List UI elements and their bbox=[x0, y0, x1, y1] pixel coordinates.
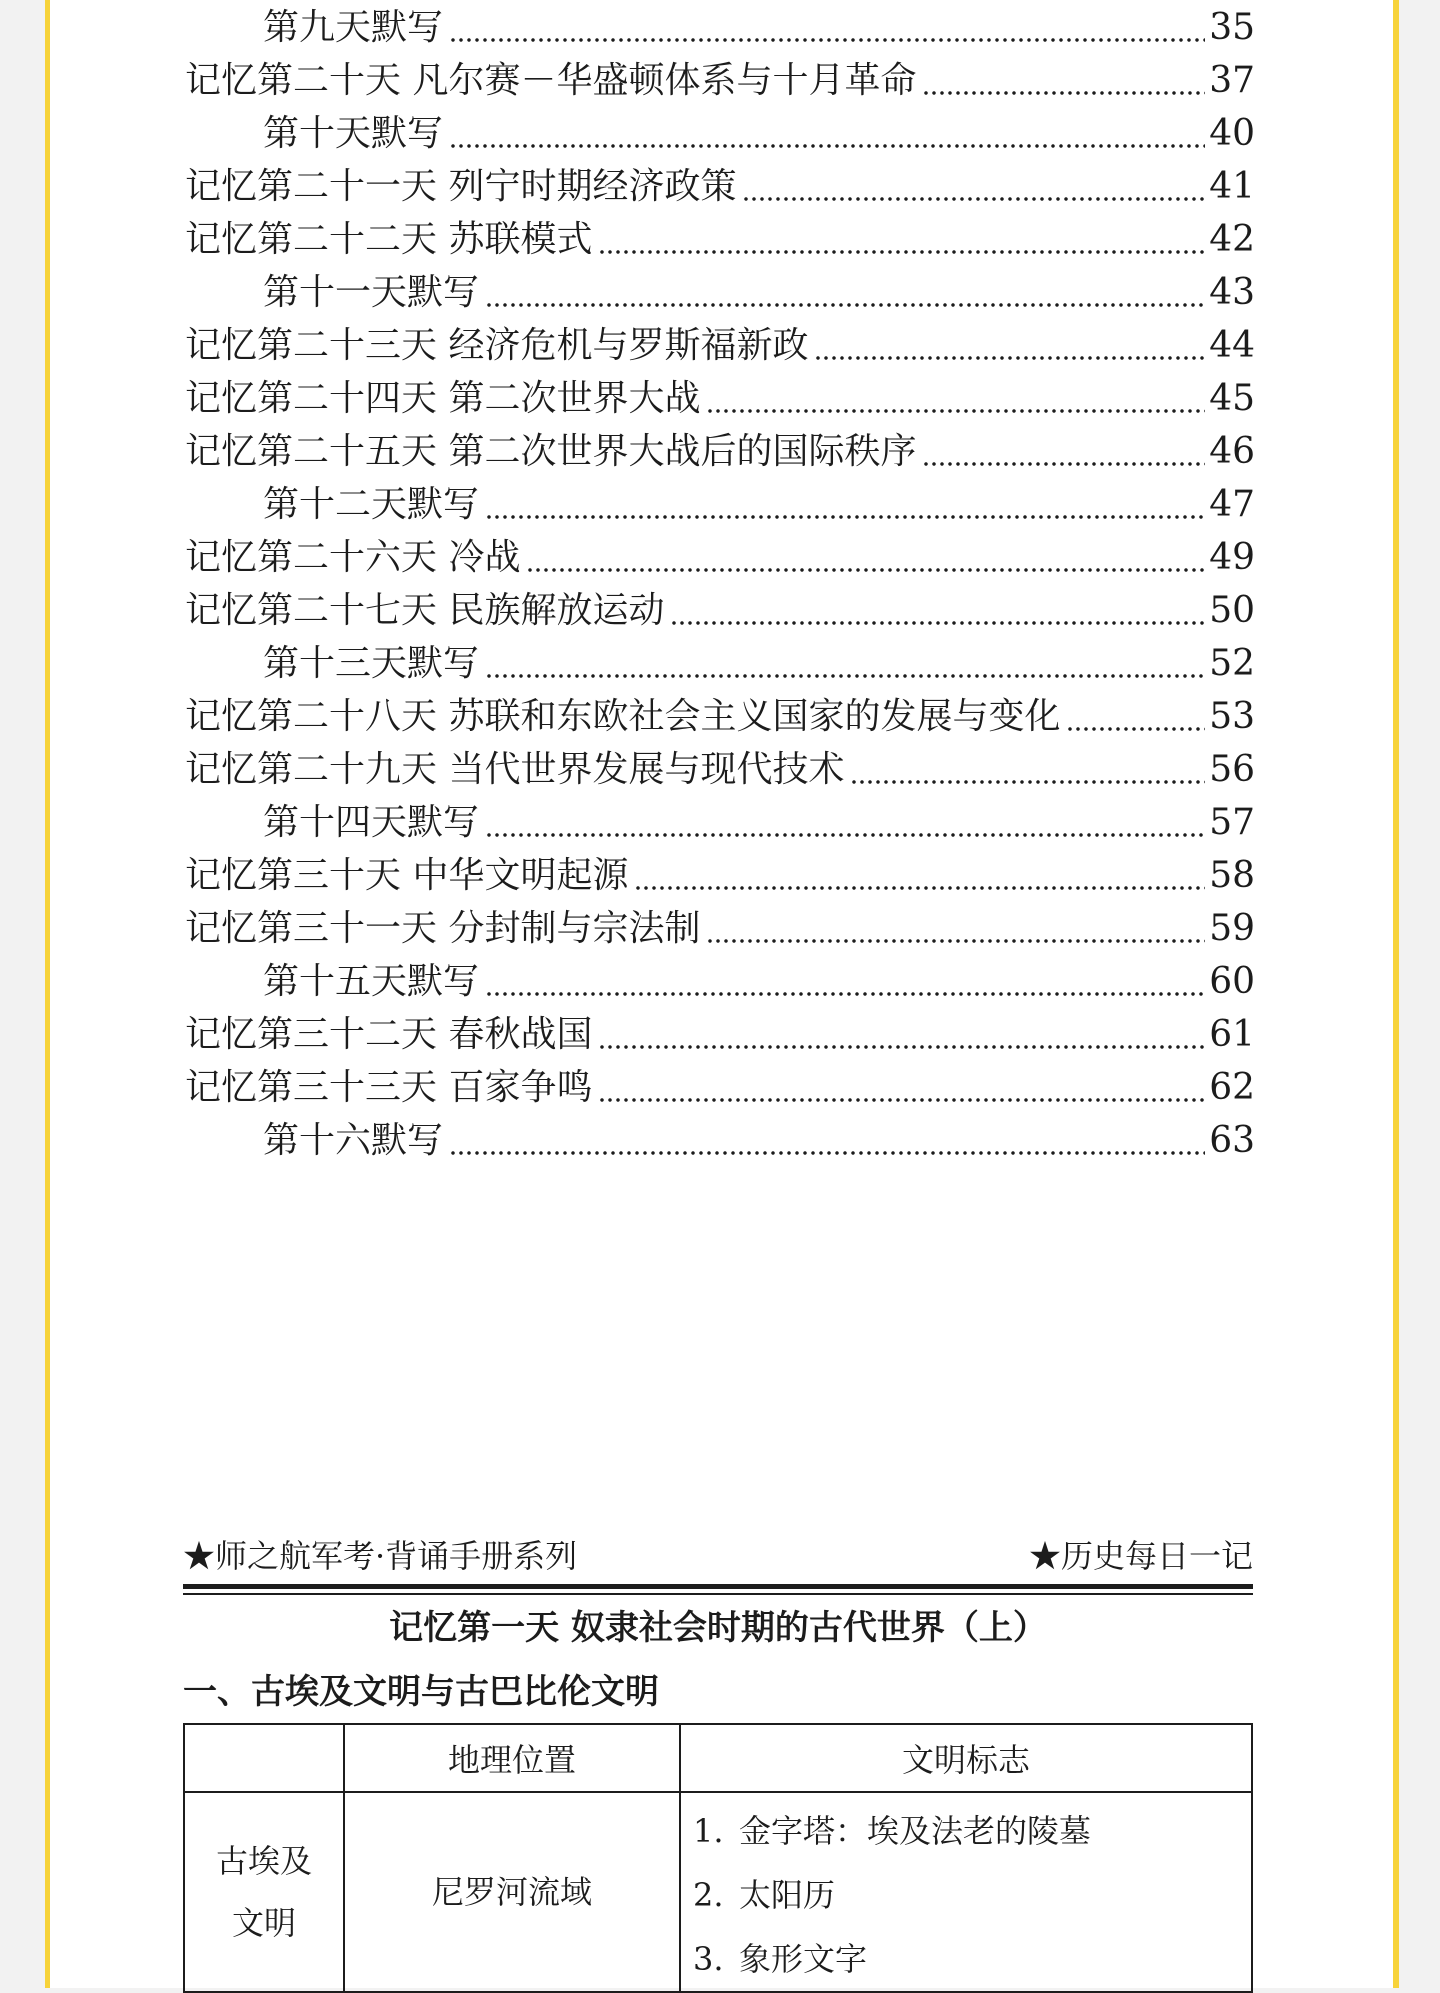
toc-day-entry[interactable] bbox=[185, 586, 1255, 636]
toc-entry-title: 记忆第二十三天 经济危机与罗斯福新政 bbox=[185, 325, 809, 366]
header-rule-thick bbox=[183, 1584, 1253, 1589]
mark-number: 1. bbox=[693, 1812, 724, 1850]
toc-page-number: 42 bbox=[1209, 219, 1255, 260]
toc-page-number: 50 bbox=[1209, 590, 1255, 631]
toc-dictation-entry[interactable] bbox=[263, 798, 1255, 848]
toc-page-number: 47 bbox=[1209, 484, 1255, 525]
toc-entry-title: 记忆第二十七天 民族解放运动 bbox=[185, 590, 665, 631]
toc-day-entry[interactable] bbox=[185, 374, 1255, 424]
toc-day-entry[interactable] bbox=[185, 692, 1255, 742]
toc-dot-leader bbox=[1066, 692, 1205, 742]
mark-text: 太阳历 bbox=[739, 1876, 836, 1914]
toc-dot-leader bbox=[850, 745, 1205, 795]
toc-page-number: 60 bbox=[1209, 961, 1255, 1002]
toc-entry-title: 记忆第二十四天 第二次世界大战 bbox=[185, 378, 701, 419]
toc-page-number: 61 bbox=[1209, 1014, 1255, 1055]
toc-dictation-entry[interactable] bbox=[263, 480, 1255, 530]
header-cell-location: 地理位置 bbox=[344, 1724, 680, 1792]
location-cell: 尼罗河流域 bbox=[344, 1792, 680, 1992]
toc-dot-leader bbox=[706, 904, 1205, 954]
toc-page-number: 62 bbox=[1209, 1067, 1255, 1108]
toc-entry-title: 记忆第二十八天 苏联和东欧社会主义国家的发展与变化 bbox=[185, 696, 1061, 737]
toc-entry-title: 记忆第二十二天 苏联模式 bbox=[185, 219, 593, 260]
toc-page-number: 37 bbox=[1209, 60, 1255, 101]
toc-entry-title: 记忆第三十二天 春秋战国 bbox=[185, 1014, 593, 1055]
toc-page-number: 49 bbox=[1209, 537, 1255, 578]
toc-entry-title: 记忆第二十天 凡尔赛－华盛顿体系与十月革命 bbox=[185, 60, 917, 101]
mark-text: 象形文字 bbox=[739, 1940, 868, 1978]
toc-dot-leader bbox=[922, 427, 1205, 477]
toc-day-entry[interactable] bbox=[185, 321, 1255, 371]
header-rule-thin bbox=[183, 1593, 1253, 1595]
toc-page-number: 58 bbox=[1209, 855, 1255, 896]
toc-day-entry[interactable] bbox=[185, 427, 1255, 477]
toc-dot-leader bbox=[485, 957, 1205, 1007]
toc-dot-leader bbox=[449, 109, 1205, 159]
toc-entry-title: 记忆第二十六天 冷战 bbox=[185, 537, 521, 578]
toc-dictation-entry[interactable] bbox=[263, 3, 1255, 53]
toc-dot-leader bbox=[634, 851, 1205, 901]
toc-entry-title: 第十六默写 bbox=[263, 1120, 444, 1161]
toc-dot-leader bbox=[485, 268, 1205, 318]
toc-dictation-entry[interactable] bbox=[263, 957, 1255, 1007]
toc-entry-title: 第十二天默写 bbox=[263, 484, 480, 525]
toc-page-number: 53 bbox=[1209, 696, 1255, 737]
subject-header: ★历史每日一记 bbox=[1028, 1537, 1253, 1575]
toc-dot-leader bbox=[670, 586, 1205, 636]
civilization-table bbox=[183, 1723, 1253, 1993]
toc-day-entry[interactable] bbox=[185, 533, 1255, 583]
toc-dictation-entry[interactable] bbox=[263, 639, 1255, 689]
toc-dot-leader bbox=[485, 480, 1205, 530]
toc-dot-leader bbox=[449, 1116, 1205, 1166]
toc-dot-leader bbox=[598, 1063, 1205, 1113]
mark-item bbox=[693, 1927, 1251, 1991]
civilization-name-line1: 古埃及 bbox=[215, 1842, 312, 1880]
page-border-left bbox=[45, 0, 50, 1988]
toc-day-entry[interactable] bbox=[185, 1063, 1255, 1113]
toc-entry-title: 记忆第二十一天 列宁时期经济政策 bbox=[185, 166, 737, 207]
toc-page-number: 35 bbox=[1209, 7, 1255, 48]
toc-dot-leader bbox=[598, 215, 1205, 265]
toc-entry-title: 记忆第二十五天 第二次世界大战后的国际秩序 bbox=[185, 431, 917, 472]
toc-dot-leader bbox=[922, 56, 1205, 106]
toc-dot-leader bbox=[814, 321, 1205, 371]
toc-day-entry[interactable] bbox=[185, 851, 1255, 901]
toc-dictation-entry[interactable] bbox=[263, 268, 1255, 318]
mark-item bbox=[693, 1799, 1251, 1863]
toc-day-entry[interactable] bbox=[185, 162, 1255, 212]
table-row bbox=[184, 1792, 1252, 1992]
toc-page-number: 63 bbox=[1209, 1120, 1255, 1161]
mark-number: 3. bbox=[693, 1940, 724, 1978]
toc-entry-title: 记忆第三十三天 百家争鸣 bbox=[185, 1067, 593, 1108]
toc-day-entry[interactable] bbox=[185, 745, 1255, 795]
toc-page-number: 40 bbox=[1209, 113, 1255, 154]
toc-day-entry[interactable] bbox=[185, 1010, 1255, 1060]
mark-item bbox=[693, 1863, 1251, 1927]
toc-entry-title: 第十天默写 bbox=[263, 113, 444, 154]
toc-entry-title: 第九天默写 bbox=[263, 7, 444, 48]
table-header-row bbox=[184, 1724, 1252, 1792]
toc-entry-title: 记忆第二十九天 当代世界发展与现代技术 bbox=[185, 749, 845, 790]
page-border-right bbox=[1393, 0, 1399, 1988]
toc-dot-leader bbox=[742, 162, 1205, 212]
toc-dot-leader bbox=[485, 798, 1205, 848]
toc-dot-leader bbox=[598, 1010, 1205, 1060]
toc-dot-leader bbox=[449, 3, 1205, 53]
toc-entry-title: 第十一天默写 bbox=[263, 272, 480, 313]
toc-entry-title: 记忆第三十一天 分封制与宗法制 bbox=[185, 908, 701, 949]
toc-entry-title: 记忆第三十天 中华文明起源 bbox=[185, 855, 629, 896]
toc-dictation-entry[interactable] bbox=[263, 1116, 1255, 1166]
toc-entry-title: 第十五天默写 bbox=[263, 961, 480, 1002]
toc-entry-title: 第十四天默写 bbox=[263, 802, 480, 843]
marks-cell bbox=[680, 1792, 1252, 1992]
toc-page-number: 43 bbox=[1209, 272, 1255, 313]
civilization-name-line2: 文明 bbox=[231, 1904, 296, 1942]
toc-dot-leader bbox=[706, 374, 1205, 424]
header-cell-marks: 文明标志 bbox=[680, 1724, 1252, 1792]
series-header: ★师之航军考·背诵手册系列 bbox=[183, 1537, 578, 1575]
toc-page-number: 57 bbox=[1209, 802, 1255, 843]
toc-day-entry[interactable] bbox=[185, 56, 1255, 106]
toc-page-number: 52 bbox=[1209, 643, 1255, 684]
day-title: 记忆第一天 奴隶社会时期的古代世界（上） bbox=[389, 1608, 1047, 1648]
toc-page-number: 45 bbox=[1209, 378, 1255, 419]
toc-page-number: 41 bbox=[1209, 166, 1255, 207]
mark-number: 2. bbox=[693, 1876, 724, 1914]
header-cell-empty bbox=[184, 1724, 344, 1792]
civilization-name-cell bbox=[184, 1792, 344, 1992]
toc-day-entry[interactable] bbox=[185, 904, 1255, 954]
toc-page-number: 59 bbox=[1209, 908, 1255, 949]
toc-dot-leader bbox=[485, 639, 1205, 689]
toc-dictation-entry[interactable] bbox=[263, 109, 1255, 159]
mark-text: 金字塔：埃及法老的陵墓 bbox=[739, 1812, 1092, 1850]
section-title: 一、古埃及文明与古巴比伦文明 bbox=[183, 1672, 659, 1712]
toc-dot-leader bbox=[526, 533, 1205, 583]
toc-entry-title: 第十三天默写 bbox=[263, 643, 480, 684]
toc-page-number: 56 bbox=[1209, 749, 1255, 790]
toc-day-entry[interactable] bbox=[185, 215, 1255, 265]
toc-page-number: 46 bbox=[1209, 431, 1255, 472]
toc-page-number: 44 bbox=[1209, 325, 1255, 366]
